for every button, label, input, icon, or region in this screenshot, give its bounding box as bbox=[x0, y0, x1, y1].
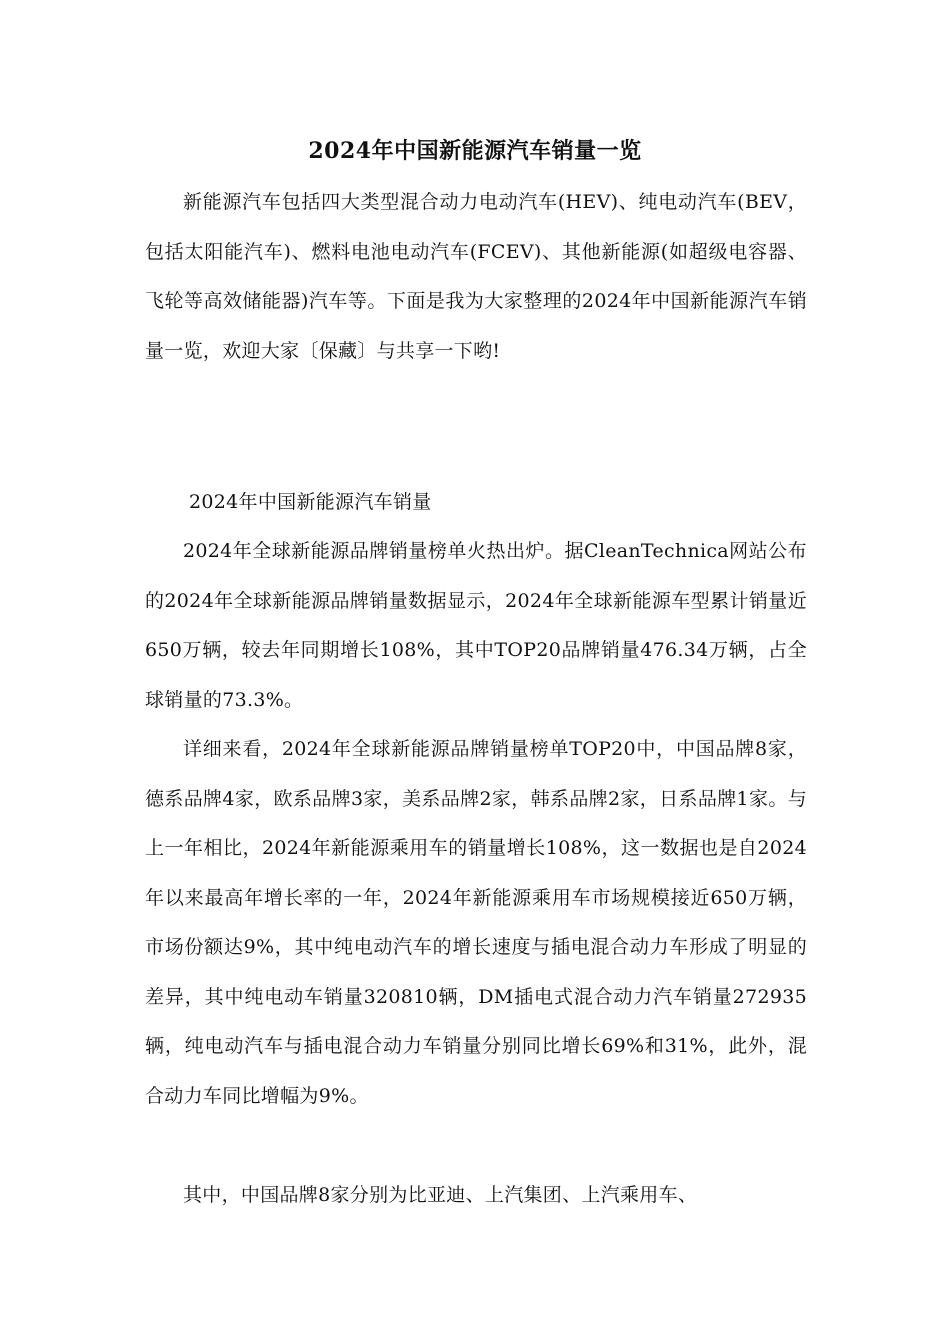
intro-paragraph: 新能源汽车包括四大类型混合动力电动汽车(HEV)、纯电动汽车(BEV，包括太阳能汽车)、燃料电池电动汽车(FCEV)、其他新能源(如超级电容器、飞轮等高效储能器)汽车等。下面是我为大家整理的2024年中国新能源汽车销量一览，欢迎大家〔保藏〕与共享一下哟! bbox=[145, 191, 807, 362]
document-title: 2024年中国新能源汽车销量一览 bbox=[308, 138, 642, 164]
body-paragraph: 2024年全球新能源品牌销量榜单火热出炉。据CleanTechnica网站公布的2024年全球新能源品牌销量数据显示，2024年全球新能源车型累计销量近650万辆，较去年同期增长108%，其中TOP20品牌销量476.34万辆，占全球销量的73.3%。 bbox=[145, 540, 807, 711]
body-paragraph: 其中，中国品牌8家分别为比亚迪、上汽集团、上汽乘用车、 bbox=[183, 1184, 698, 1206]
body-paragraph: 详细来看，2024年全球新能源品牌销量榜单TOP20中，中国品牌8家，德系品牌4家，欧系品牌3家，美系品牌2家，韩系品牌2家，日系品牌1家。与上一年相比，2024年新能源乘用车的销量增长108%，这一数据也是自2024年以来最高年增长率的一年，2024年新能源乘用车市场规模接近650万辆，市场份额达9%，其中纯电动汽车的增长速度与插电混合动力车形成了明显的差异，其中纯电动车销量320810辆，DM插电式混合动力汽车销量272935辆，纯电动汽车与插电混合动力车销量分别同比增长69%和31%，此外，混合动力车同比增幅为9%。 bbox=[145, 738, 807, 1107]
section-heading: 2024年中国新能源汽车销量 bbox=[189, 491, 432, 513]
